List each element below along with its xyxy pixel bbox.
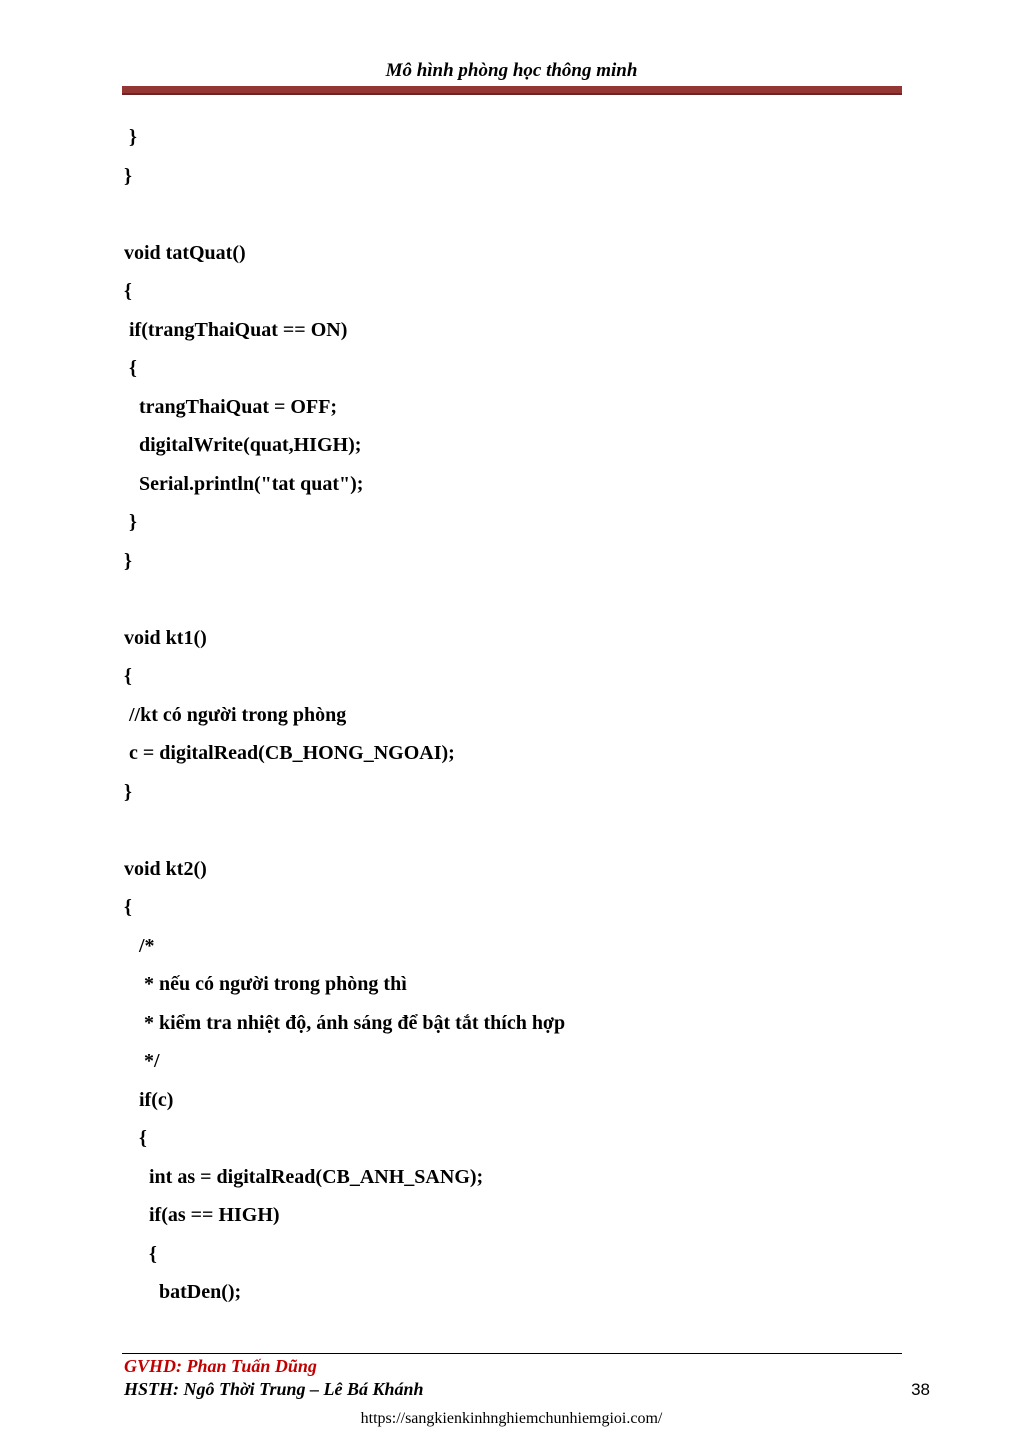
footer-advisor: GVHD: Phan Tuấn Dũng — [124, 1356, 317, 1376]
code-line: */ — [124, 1050, 160, 1072]
code-line: } — [124, 780, 132, 803]
code-line: if(c) — [124, 1088, 174, 1111]
code-line: * kiểm tra nhiệt độ, ánh sáng để bật tắt thích hợp — [124, 1011, 566, 1034]
code-line: void tatQuat() — [124, 241, 246, 264]
code-line: { — [124, 357, 137, 379]
footer-rule — [122, 1353, 902, 1354]
code-line: { — [124, 1242, 157, 1265]
code-line: } — [124, 549, 132, 572]
code-line: { — [124, 896, 132, 918]
code-line: { — [124, 1127, 147, 1149]
code-line: void kt2() — [124, 857, 207, 880]
code-line: if(as == HIGH) — [124, 1204, 280, 1226]
code-line: batDen(); — [124, 1281, 242, 1303]
footer-url[interactable]: https://sangkienkinhnghiemchunhiemgioi.com/ — [360, 1410, 663, 1427]
header-rule — [122, 86, 902, 95]
code-line — [124, 195, 904, 234]
code-line: } — [124, 511, 137, 533]
code-listing — [124, 118, 904, 1312]
code-line: { — [124, 280, 132, 302]
code-line: } — [124, 164, 132, 187]
page-header-title: Mô hình phòng học thông minh — [385, 60, 638, 81]
code-line: digitalWrite(quat,HIGH); — [124, 434, 362, 456]
code-line: if(trangThaiQuat == ON) — [124, 318, 348, 341]
code-line: c = digitalRead(CB_HONG_NGOAI); — [124, 742, 455, 764]
code-line: Serial.println("tat quat"); — [124, 472, 364, 495]
code-line: { — [124, 665, 132, 687]
code-line: //kt có người trong phòng — [124, 703, 347, 726]
code-line: } — [124, 126, 137, 148]
code-line — [124, 580, 904, 619]
footer-students: HSTH: Ngô Thời Trung – Lê Bá Khánh — [124, 1379, 424, 1399]
code-line: * nếu có người trong phòng thì — [124, 973, 407, 995]
code-line: trangThaiQuat = OFF; — [124, 395, 338, 418]
code-line: int as = digitalRead(CB_ANH_SANG); — [124, 1165, 484, 1188]
code-line — [124, 811, 904, 850]
code-line: void kt1() — [124, 626, 207, 649]
page-number: 38 — [911, 1380, 930, 1399]
code-line: /* — [124, 934, 155, 957]
